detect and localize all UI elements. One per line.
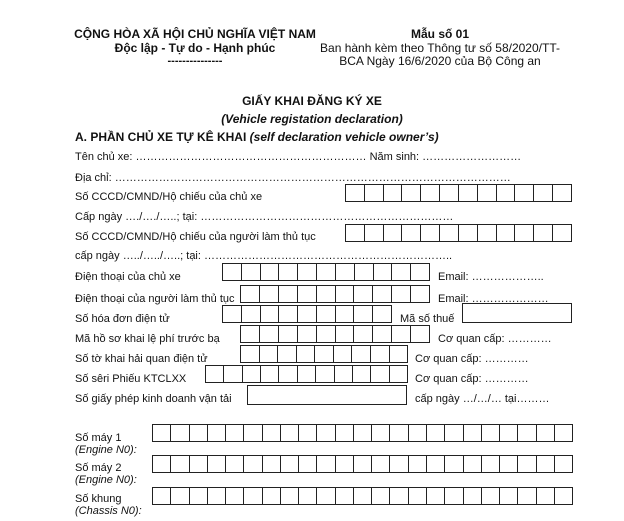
char-box[interactable] bbox=[261, 366, 279, 382]
chassis-label-en: (Chassis N0): bbox=[75, 505, 142, 517]
char-box[interactable] bbox=[226, 425, 244, 441]
engine1-label-en: (Engine N0): bbox=[75, 444, 137, 456]
char-box[interactable] bbox=[299, 425, 317, 441]
char-box[interactable] bbox=[421, 185, 440, 201]
char-box[interactable] bbox=[317, 306, 336, 322]
char-box[interactable] bbox=[263, 425, 281, 441]
char-box[interactable] bbox=[171, 425, 189, 441]
char-box[interactable] bbox=[440, 185, 459, 201]
char-box[interactable] bbox=[371, 366, 389, 382]
e-invoice-label: Số hóa đơn điện tử bbox=[75, 313, 170, 325]
char-box[interactable] bbox=[392, 326, 411, 342]
owner-id-boxes[interactable] bbox=[345, 184, 572, 202]
char-box[interactable] bbox=[226, 488, 244, 504]
char-box[interactable] bbox=[354, 306, 373, 322]
char-box[interactable] bbox=[352, 346, 371, 362]
char-box[interactable] bbox=[261, 306, 280, 322]
char-box[interactable] bbox=[384, 225, 403, 241]
char-box[interactable] bbox=[354, 425, 372, 441]
char-box[interactable] bbox=[515, 185, 534, 201]
agent-id-boxes[interactable] bbox=[345, 224, 572, 242]
form-subtitle: (Vehicle registation declaration) bbox=[221, 112, 403, 126]
char-box[interactable] bbox=[478, 225, 497, 241]
char-box[interactable] bbox=[281, 488, 299, 504]
char-box[interactable] bbox=[445, 425, 463, 441]
char-box[interactable] bbox=[336, 306, 355, 322]
char-box[interactable] bbox=[190, 488, 208, 504]
char-box[interactable] bbox=[409, 425, 427, 441]
char-box[interactable] bbox=[518, 425, 536, 441]
char-box[interactable] bbox=[392, 286, 411, 302]
char-box[interactable] bbox=[518, 488, 536, 504]
char-box[interactable] bbox=[373, 286, 392, 302]
char-box[interactable] bbox=[354, 326, 373, 342]
char-box[interactable] bbox=[440, 225, 459, 241]
char-box[interactable] bbox=[317, 456, 335, 472]
char-box[interactable] bbox=[482, 456, 500, 472]
char-box[interactable] bbox=[317, 326, 336, 342]
section-a-label: A. PHẦN CHỦ XE TỰ KÊ KHAI bbox=[75, 130, 247, 144]
char-box[interactable] bbox=[244, 425, 262, 441]
char-box[interactable] bbox=[241, 346, 260, 362]
tax-code-label: Mã số thuế bbox=[400, 313, 455, 325]
agent-issue-field[interactable]: cấp ngày …../…../…..; tại: ………………………………………………………….. bbox=[75, 250, 453, 262]
char-box[interactable] bbox=[411, 264, 429, 280]
char-box[interactable] bbox=[464, 425, 482, 441]
char-box[interactable] bbox=[365, 225, 384, 241]
char-box[interactable] bbox=[260, 286, 279, 302]
char-box[interactable] bbox=[298, 286, 317, 302]
char-box[interactable] bbox=[153, 488, 171, 504]
char-box[interactable] bbox=[243, 366, 261, 382]
char-box[interactable] bbox=[409, 456, 427, 472]
char-box[interactable] bbox=[390, 366, 407, 382]
form-number: Mẫu số 01 bbox=[410, 27, 470, 41]
char-box[interactable] bbox=[297, 346, 316, 362]
char-box[interactable] bbox=[335, 366, 353, 382]
char-box[interactable] bbox=[482, 425, 500, 441]
char-box[interactable] bbox=[384, 185, 403, 201]
char-box[interactable] bbox=[482, 488, 500, 504]
char-box[interactable] bbox=[392, 264, 411, 280]
char-box[interactable] bbox=[427, 456, 445, 472]
e-invoice-boxes[interactable] bbox=[222, 305, 392, 323]
char-box[interactable] bbox=[336, 425, 354, 441]
agent-phone-boxes[interactable] bbox=[240, 285, 430, 303]
customs-label: Số tờ khai hải quan điện tử bbox=[75, 353, 208, 365]
chassis-label: Số khung bbox=[75, 493, 122, 505]
fee-record-label: Mã hồ sơ khai lệ phí trước bạ bbox=[75, 333, 220, 345]
engine1-label: Số máy 1 bbox=[75, 432, 122, 444]
char-box[interactable] bbox=[372, 488, 390, 504]
char-box[interactable] bbox=[373, 306, 391, 322]
char-box[interactable] bbox=[372, 425, 390, 441]
char-box[interactable] bbox=[459, 185, 478, 201]
char-box[interactable] bbox=[555, 488, 572, 504]
char-box[interactable] bbox=[242, 306, 261, 322]
char-box[interactable] bbox=[315, 346, 334, 362]
char-box[interactable] bbox=[336, 286, 355, 302]
issuance-line-2: BCA Ngày 16/6/2020 của Bộ Công an bbox=[339, 54, 541, 68]
char-box[interactable] bbox=[373, 326, 392, 342]
business-issue-field[interactable]: cấp ngày …/…/… tại……… bbox=[415, 393, 550, 405]
ktclxx-boxes[interactable] bbox=[205, 365, 408, 383]
owner-phone-boxes[interactable] bbox=[222, 263, 430, 281]
char-box[interactable] bbox=[260, 346, 279, 362]
owner-email-field[interactable]: Email: ……………….. bbox=[438, 271, 544, 283]
char-box[interactable] bbox=[390, 488, 408, 504]
char-box[interactable] bbox=[500, 488, 518, 504]
char-box[interactable] bbox=[317, 264, 336, 280]
char-box[interactable] bbox=[355, 264, 374, 280]
char-box[interactable] bbox=[281, 456, 299, 472]
business-box[interactable] bbox=[247, 385, 407, 405]
char-box[interactable] bbox=[478, 185, 497, 201]
char-box[interactable] bbox=[411, 286, 429, 302]
char-box[interactable] bbox=[334, 346, 353, 362]
char-box[interactable] bbox=[223, 264, 242, 280]
engine1-boxes[interactable] bbox=[152, 424, 573, 442]
char-box[interactable] bbox=[281, 425, 299, 441]
agent-email-field[interactable]: Email: ………………… bbox=[438, 293, 549, 305]
char-box[interactable] bbox=[459, 225, 478, 241]
char-box[interactable] bbox=[390, 456, 408, 472]
char-box[interactable] bbox=[298, 326, 317, 342]
business-label: Số giấy phép kinh doanh vận tải bbox=[75, 393, 232, 405]
ktclxx-label: Số sêri Phiếu KTCLXX bbox=[75, 373, 187, 385]
char-box[interactable] bbox=[171, 488, 189, 504]
header-divider: --------------- bbox=[167, 55, 223, 67]
char-box[interactable] bbox=[224, 366, 242, 382]
char-box[interactable] bbox=[242, 264, 261, 280]
char-box[interactable] bbox=[336, 326, 355, 342]
char-box[interactable] bbox=[171, 456, 189, 472]
char-box[interactable] bbox=[500, 456, 518, 472]
char-box[interactable] bbox=[260, 326, 279, 342]
char-box[interactable] bbox=[336, 488, 354, 504]
owner-id-label: Số CCCD/CMND/Hộ chiếu của chủ xe bbox=[75, 191, 263, 203]
issuance-line-1: Ban hành kèm theo Thông tư số 58/2020/TT- bbox=[320, 41, 560, 55]
char-box[interactable] bbox=[279, 326, 298, 342]
section-a-label-en: (self declaration vehicle owner’s) bbox=[249, 130, 439, 144]
customs-boxes[interactable] bbox=[240, 345, 408, 363]
char-box[interactable] bbox=[241, 286, 260, 302]
char-box[interactable] bbox=[409, 488, 427, 504]
char-box[interactable] bbox=[279, 366, 297, 382]
char-box[interactable] bbox=[261, 264, 280, 280]
customs-agency-field[interactable]: Cơ quan cấp: ………… bbox=[415, 353, 529, 365]
char-box[interactable] bbox=[336, 456, 354, 472]
char-box[interactable] bbox=[336, 264, 355, 280]
char-box[interactable] bbox=[153, 425, 171, 441]
char-box[interactable] bbox=[365, 185, 384, 201]
char-box[interactable] bbox=[354, 488, 372, 504]
char-box[interactable] bbox=[346, 185, 365, 201]
char-box[interactable] bbox=[497, 225, 516, 241]
char-box[interactable] bbox=[372, 456, 390, 472]
char-box[interactable] bbox=[298, 306, 317, 322]
owner-issue-field[interactable]: Cấp ngày …./…./…..; tại: …………………………………………………………… bbox=[75, 211, 454, 223]
char-box[interactable] bbox=[241, 326, 260, 342]
char-box[interactable] bbox=[553, 225, 571, 241]
fee-record-boxes[interactable] bbox=[240, 325, 430, 343]
char-box[interactable] bbox=[464, 488, 482, 504]
char-box[interactable] bbox=[445, 456, 463, 472]
char-box[interactable] bbox=[534, 185, 553, 201]
address-field[interactable]: Địa chỉ: ……………………………………………………………………………………………… bbox=[75, 172, 511, 184]
country-name: CỘNG HÒA XÃ HỘI CHỦ NGHĨA VIỆT NAM bbox=[74, 27, 316, 41]
char-box[interactable] bbox=[263, 488, 281, 504]
char-box[interactable] bbox=[555, 425, 572, 441]
char-box[interactable] bbox=[279, 286, 298, 302]
char-box[interactable] bbox=[190, 425, 208, 441]
char-box[interactable] bbox=[421, 225, 440, 241]
char-box[interactable] bbox=[208, 425, 226, 441]
char-box[interactable] bbox=[190, 456, 208, 472]
char-box[interactable] bbox=[298, 366, 316, 382]
agent-phone-label: Điện thoại của người làm thủ tục bbox=[75, 293, 235, 305]
char-box[interactable] bbox=[553, 185, 571, 201]
char-box[interactable] bbox=[208, 456, 226, 472]
char-box[interactable] bbox=[537, 456, 555, 472]
char-box[interactable] bbox=[497, 185, 516, 201]
char-box[interactable] bbox=[555, 456, 572, 472]
char-box[interactable] bbox=[317, 488, 335, 504]
char-box[interactable] bbox=[537, 488, 555, 504]
char-box[interactable] bbox=[299, 456, 317, 472]
fee-agency-field[interactable]: Cơ quan cấp: ………… bbox=[438, 333, 552, 345]
char-box[interactable] bbox=[244, 456, 262, 472]
char-box[interactable] bbox=[316, 366, 334, 382]
char-box[interactable] bbox=[298, 264, 317, 280]
engine2-label-en: (Engine N0): bbox=[75, 474, 137, 486]
char-box[interactable] bbox=[402, 225, 421, 241]
char-box[interactable] bbox=[299, 488, 317, 504]
char-box[interactable] bbox=[279, 306, 298, 322]
char-box[interactable] bbox=[317, 425, 335, 441]
ktclxx-agency-field[interactable]: Cơ quan cấp: ………… bbox=[415, 373, 529, 385]
char-box[interactable] bbox=[153, 456, 171, 472]
char-box[interactable] bbox=[263, 456, 281, 472]
char-box[interactable] bbox=[411, 326, 429, 342]
char-box[interactable] bbox=[402, 185, 421, 201]
char-box[interactable] bbox=[353, 366, 371, 382]
char-box[interactable] bbox=[534, 225, 553, 241]
engine2-label: Số máy 2 bbox=[75, 462, 122, 474]
form-title: GIẤY KHAI ĐĂNG KÝ XE bbox=[242, 94, 382, 108]
char-box[interactable] bbox=[500, 425, 518, 441]
char-box[interactable] bbox=[208, 488, 226, 504]
char-box[interactable] bbox=[371, 346, 390, 362]
char-box[interactable] bbox=[390, 346, 408, 362]
char-box[interactable] bbox=[518, 456, 536, 472]
char-box[interactable] bbox=[427, 488, 445, 504]
char-box[interactable] bbox=[206, 366, 224, 382]
char-box[interactable] bbox=[278, 346, 297, 362]
agent-id-label: Số CCCD/CMND/Hộ chiếu của người làm thủ tục bbox=[75, 231, 316, 243]
char-box[interactable] bbox=[537, 425, 555, 441]
section-a-heading bbox=[75, 130, 439, 144]
char-box[interactable] bbox=[354, 286, 373, 302]
char-box[interactable] bbox=[464, 456, 482, 472]
char-box[interactable] bbox=[354, 456, 372, 472]
owner-name-field[interactable]: Tên chủ xe: ……………………………………………………… Năm sinh: ……………………… bbox=[75, 151, 522, 163]
char-box[interactable] bbox=[427, 425, 445, 441]
tax-code-box[interactable] bbox=[462, 303, 572, 323]
char-box[interactable] bbox=[279, 264, 298, 280]
owner-phone-label: Điện thoại của chủ xe bbox=[75, 271, 181, 283]
char-box[interactable] bbox=[390, 425, 408, 441]
char-box[interactable] bbox=[515, 225, 534, 241]
char-box[interactable] bbox=[317, 286, 336, 302]
national-motto: Độc lập - Tự do - Hạnh phúc bbox=[114, 41, 276, 55]
char-box[interactable] bbox=[346, 225, 365, 241]
char-box[interactable] bbox=[374, 264, 393, 280]
chassis-boxes[interactable] bbox=[152, 487, 573, 505]
char-box[interactable] bbox=[223, 306, 242, 322]
char-box[interactable] bbox=[226, 456, 244, 472]
char-box[interactable] bbox=[445, 488, 463, 504]
engine2-boxes[interactable] bbox=[152, 455, 573, 473]
char-box[interactable] bbox=[244, 488, 262, 504]
